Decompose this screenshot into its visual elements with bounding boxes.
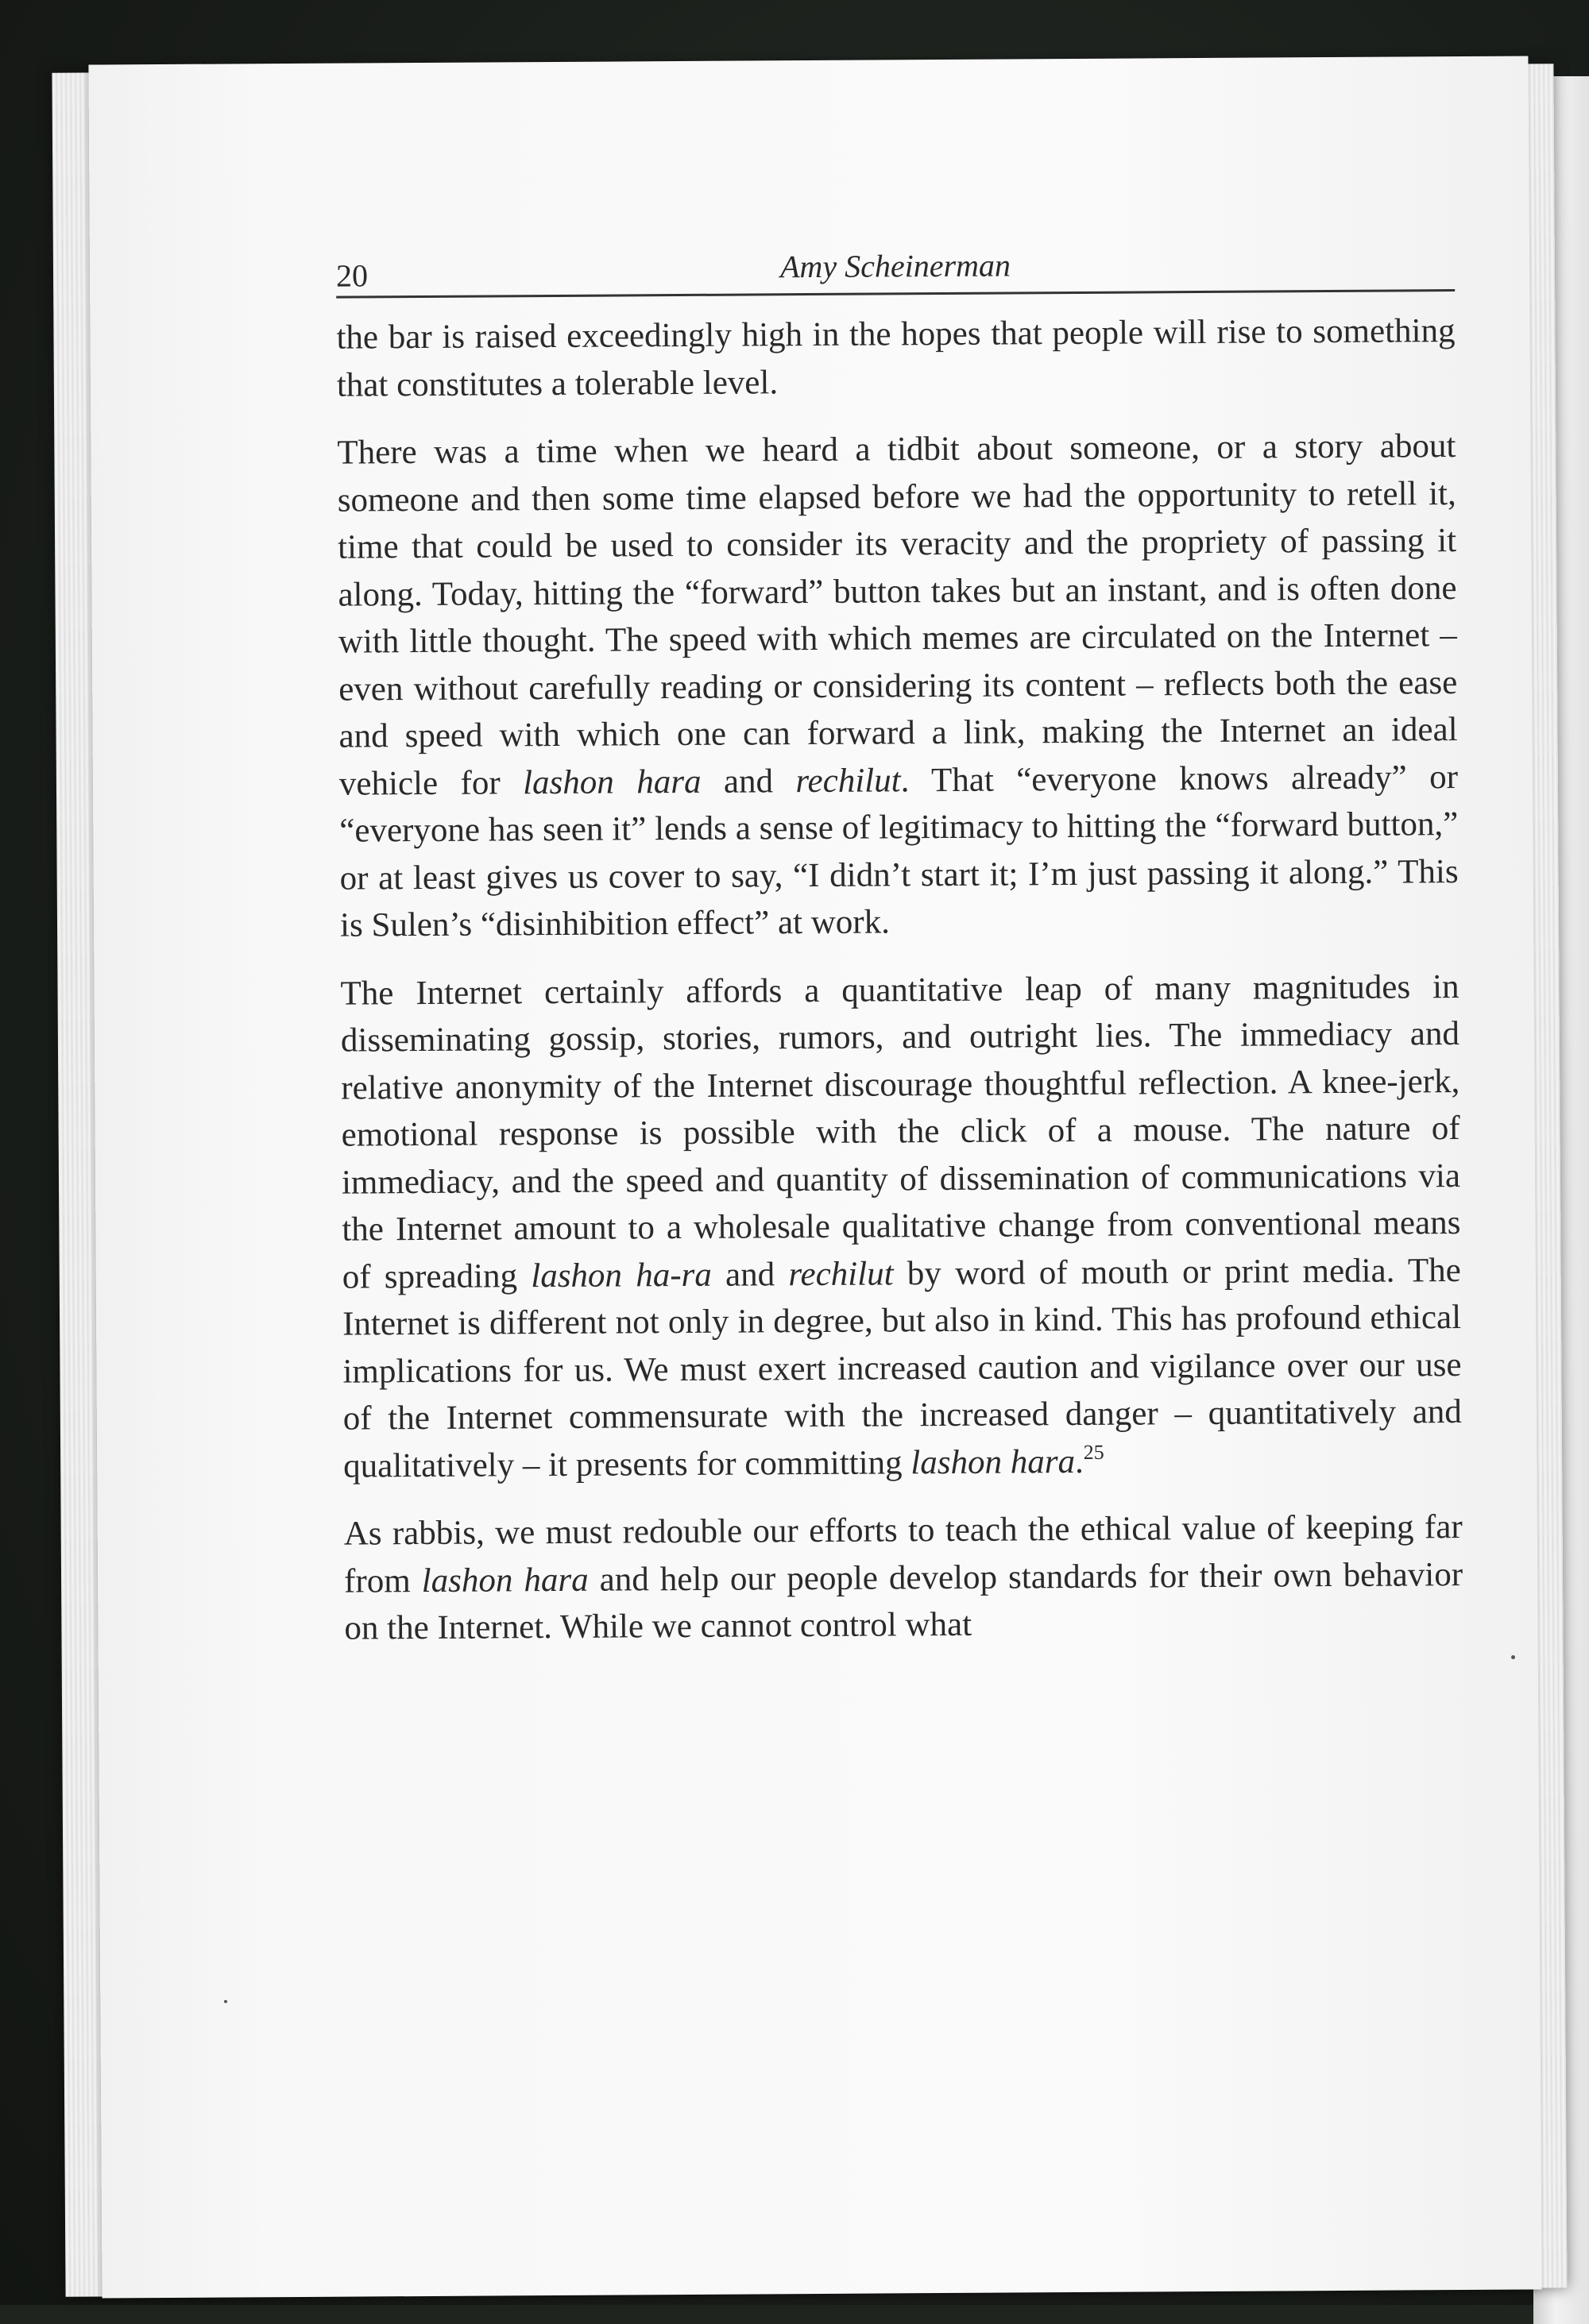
italic-term: lashon hara xyxy=(522,762,702,801)
text-run: the bar is raised exceedingly high in the hopes that people will rise to something that constitutes a tolerable level. xyxy=(336,312,1456,404)
page-header xyxy=(336,235,1455,299)
italic-term: lashon hara xyxy=(910,1442,1076,1481)
dust-speck xyxy=(1511,1655,1515,1659)
running-head-author: Amy Scheinerman xyxy=(779,247,1011,285)
text-run: and xyxy=(701,762,796,801)
page-number: 20 xyxy=(335,257,369,294)
paragraph xyxy=(336,307,1456,409)
paragraph xyxy=(344,1504,1463,1652)
text-run: . xyxy=(1074,1442,1084,1480)
text-run: . That “everyone knows already” or “everyone has seen it” lends a sense of legitimacy to hitting the “forward button,” or at least gives us cover to say, “I didn’t start it; I’m just passing it along.” This is Sulen’s “disinhibition effect” at work. xyxy=(339,758,1459,944)
dust-speck xyxy=(224,2000,227,2003)
paragraph xyxy=(337,423,1459,949)
text-run: and help our people develop standards for their own behavior on the Internet. While we cannot control what xyxy=(344,1555,1463,1647)
text-run: by word of mouth or print media. The Internet is different not only in degree, but also in kind. This has profound ethical implications for us. We must exert increased caution and vigilance over our use of the Internet commensurate with the increased danger – quantitatively and qualitatively – it presents for committing xyxy=(342,1251,1462,1485)
text-run: The Internet certainly affords a quantitative leap of many magnitudes in disseminating gossip, stories, rumors, and outright lies. The immediacy and relative anonymity of the Internet discourage thoughtful reflection. A knee-jerk, emotional response is possible with the click of a mouse. The nature of immediacy, and the speed and quantity of dissemination of communications via the Internet amount to a wholesale qualitative change from conventional means of spreading xyxy=(340,967,1461,1296)
text-run: As rabbis, we must redouble our efforts to teach the ethical value of keeping far from xyxy=(343,1508,1463,1600)
text-run: and xyxy=(711,1255,789,1294)
book-page xyxy=(88,56,1541,2298)
paragraph xyxy=(340,963,1462,1490)
italic-term: rechilut xyxy=(795,761,901,800)
text-run: There was a time when we heard a tidbit about someone, or a story about someone and then some time elapsed before we had the opportunity to retell it, time that could be used to consider its veracity and the propriety of passing it along. Today, hitting the “forward” button takes but an instant, and is often done with little thought. The speed with which memes are circulated on the Internet – even without carefully reading or considering its content – reflects both the ease and speed with which one can forward a link, making the Internet an ideal vehicle for xyxy=(337,427,1458,803)
page-content xyxy=(336,235,1463,1673)
italic-term: rechilut xyxy=(788,1254,894,1293)
italic-term: lashon hara xyxy=(421,1561,589,1600)
italic-term: lashon ha-ra xyxy=(531,1256,712,1295)
footnote-ref: 25 xyxy=(1083,1440,1104,1464)
